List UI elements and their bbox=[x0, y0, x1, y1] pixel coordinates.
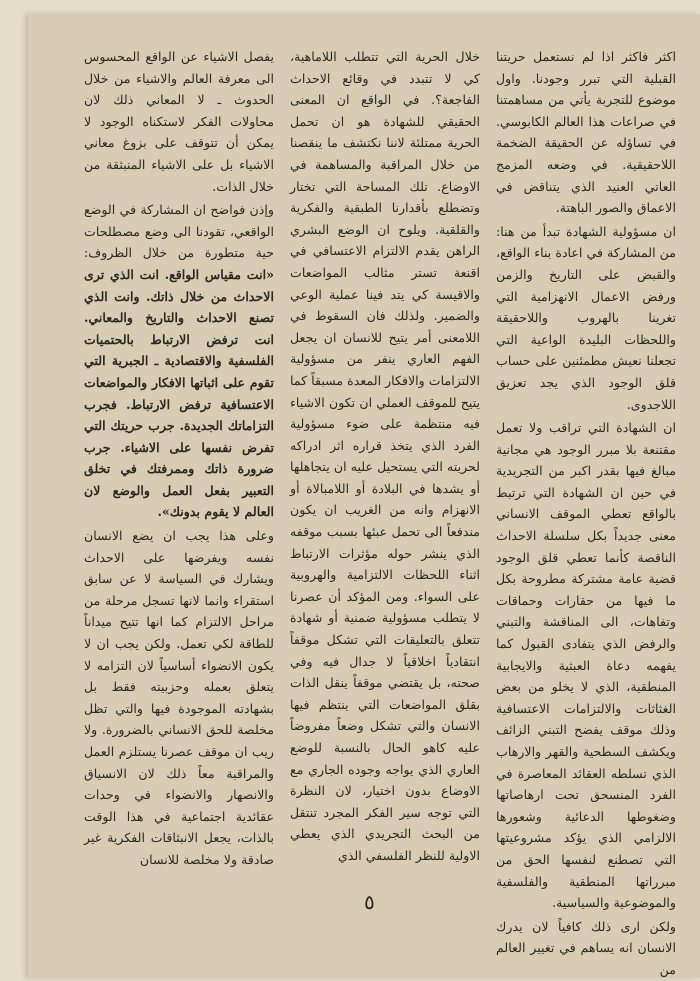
text-column-left bbox=[84, 46, 274, 906]
paragraph: وعلى هذا يجب ان يضع الانسان نفسه ويفرضها على الاحداث ويشارك في السياسة لا عن سابق استقراء وانما لانها تسجل مرحلة من مراحل الالتزام كما انها تتيح ميداناً للطاقة لكي تعمل. ولكن يجب ان لا يكون الانضواء أساسياً لان التزامه لا يتعلق بعمله وحزبيته فقط بل بشهادته الموجودة فيها والتي تظل مخلصة للحق الانساني بالضرورة. ولا ريب ان موقف عصرنا يستلزم العمل والمراقبة معاً ذلك لان الانسياق والانصهار والانضواء في وحدات عقائدية اجتماعية في هذا الوقت بالذات، يجعل الانبثاقات الفكرية غير صادقة ولا مخلصة للانسان bbox=[84, 528, 274, 867]
text-column-middle bbox=[290, 46, 480, 906]
text-column-right bbox=[496, 46, 676, 977]
magazine-page bbox=[28, 14, 700, 978]
paragraph: ولكن ارى ذلك كافياً لان يدرك الانسان انه يساهم في تغيير العالم من bbox=[496, 918, 676, 977]
paragraph: يفصل الاشياء عن الواقع المحسوس الى معرفة العالم والاشياء من خلال الحدوث ـ لا المعاني ذلك لان محاولات الفكر لاستكناه الوجود لا يمكن أن تتوقف على بزوغ معاني الاشياء بل على الاشياء المنبثقة من خلال الذات. bbox=[84, 49, 274, 194]
paragraph-lead: وإذن فواضح ان المشاركة في الوضع الواقعي، تقودنا الى وضع مصطلحات حية متطورة من خلال الظروف: bbox=[84, 202, 274, 261]
paragraph bbox=[84, 199, 274, 523]
paragraph: اكثر فاكثر اذا لم نستعمل حريتنا القبلية التي تبرر وجودنا. واول موضوع للتجربة يأتي من مساهمتنا في صراعات هذا العالم الكابوسي. في تساؤله عن الحقيقة الضخمة اللاحقيقية. في وضعه المزمج العاتي العنيد الذي يتناقض في الاعماق والصور الباهتة. bbox=[496, 49, 676, 216]
paragraph: ان مسؤولية الشهادة تبدأ من هنا: من المشاركة في اعادة بناء الواقع، والقبض على التاريخ والزمن ورفض الاعمال الانهزامية التي تغرينا بالهروب واللاحقيقة واللحظات البليدة الواعية التي تجعلنا نعيش مطمئنين على حساب قلق الوجود الذي يجد تعزيق اللاجدوى. bbox=[496, 223, 676, 412]
page-number: ٥ bbox=[364, 890, 375, 914]
paragraph: ان الشهادة التي تراقب ولا تعمل مقتنعة بلا مبرر الوجود هي مجانية مبالغ فيها بقدر اكبر من التجريدية في حين ان الشهادة التي ترتبط بالواقع تعطي الموقف الانساني معنى جديداً بكل سلسلة الاحداث الناقصة كأنما تعطي قلق الوجود قضية عامة مشتركة مطروحة بكل ما فيها من حقارات وحماقات وتفاهات، الى المناقشة والتبني والرفض الذي يتفادى القبول كما يفهمه دعاة العبثية والايجابية المنطقية، الذي لا يخلو من بعض الغثاثات والالتزامات الاعتسافية وذلك موقف يفضح التبني الزائف ويكشف السطحية والقهر والارهاب الذي تسلطه العقائد المعاصرة في الفرد المنسحق تحت ارهاصاتها وضغوطها الدعائية وشعورها الالزامي الذي يؤكد مشروعيتها التي تصطنع لنفسها الحق من مبرراتها المنطقية والفلسفية والموضوعية والسياسية. bbox=[496, 420, 676, 911]
bold-quote: «انت مقياس الواقع. انت الذي ترى الاحداث من خلال ذاتك. وانت الذي تصنع الاحداث والتاريخ والمعاني. انت ترفض الارتباط بالحتميات الفلسفية والاقتصادية ـ الجبرية التي تقوم على اثباتها الافكار والمواضعات الاعتسافية ترفض الارتباط. فجرب التزاماتك الجديدة. جرب حريتك التي تفرض نفسها على الاشياء. جرب ضرورة ذاتك وممرفتك في تخلق التعبير بفعل العمل والوضع لان العالم لا يقوم بدونك». bbox=[84, 266, 274, 520]
paragraph: خلال الحرية التي تتطلب اللاماهية، كي لا تتبدد في وقائع الاحداث الفاجعة؟. في الواقع ان المعنى الحقيقي للشهادة هو ان تحمل الحرية ممتلئة لاننا نكتشف ما ينقصنا من خلال المراقبة والمساهمة في الاوضاع. تلك المساحة التي تختار وتضطلع بأقدارنا الطبقية والفكرية والقلقية. ويلوح ان الوضع البشري الراهن يقدم الالتزام الاعتسافي في اقنعة تستر مثالب المواضعات والاقيسة كي يتد فينا عملية الوعي والضمير. ولذلك فان السقوط في اللامعنى أمر يتيح للانسان ان يجعل الفهم العاري ينفر من مسؤولية الالتزامات والافكار المعدة مسبقاً كما يتيح للموقف العملي ان تكون الاشياء فيه منتظمة على ضوء مسؤولية الفرد الذي يتخذ قراره اثر ادراكه لحريته التي يستحيل عليه ان يتجاهلها أو يشدها في البلادة أو اللامبالاة أو الانهزام وانه من الغريب ان يكون مندفعاً الى تحمل عبئها بسبب موقفه الذي ينشر حوله مؤثرات الارتباط اثناء اللحظات الالتزامية والهروبية على السواء. ومن المؤكد أن عصرنا لا يتطلب مسؤولية ضمنية أو شهادة تتعلق بالتعليقات التي تشكل موقفاً انتقادياً اخلاقياً لا جدال فيه وفي صحته، بل يقتضي موقفاً ينقل الذات بقلق المواضعات التي ينتظم فيها الانسان والتي تشكل وضعاً مفروضاً عليه كاهو الحال بالنسبة للوضع العاري الذي يواجه وجوده الجاري مع الاوضاع بدون اختيار، لان النظرة التي توجه سير الفكر المجرد تنتقل من البحث التجريدي الذي يعطي الاولية للنظر الفلسفي الذي bbox=[290, 49, 480, 863]
